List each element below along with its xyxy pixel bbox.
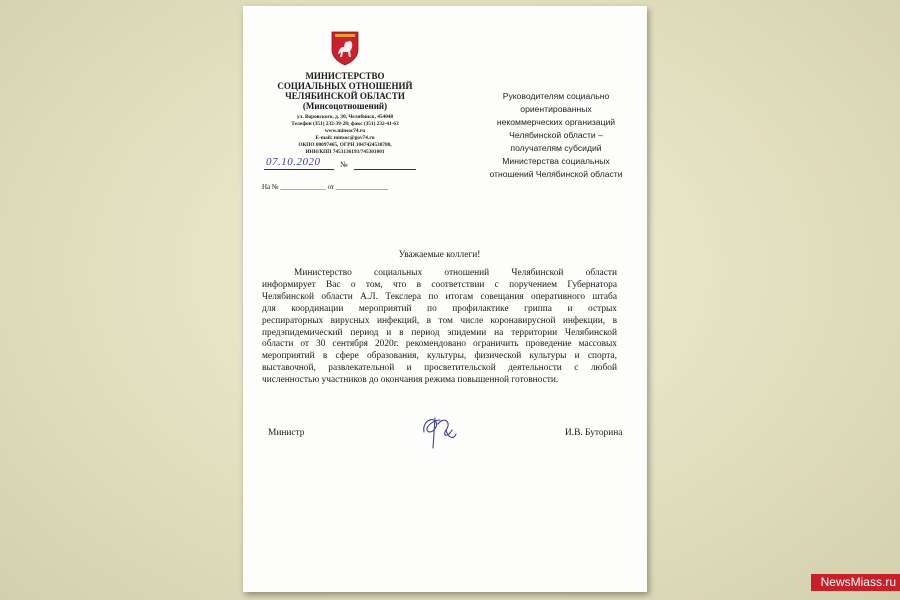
recipient-line: ориентированных [520,104,592,114]
recipient-line: Руководителям социально [502,91,610,101]
recipient-line: отношений Челябинской области [489,169,623,179]
letterhead [260,30,430,156]
reference-line: На № _____________ от _______________ [262,183,389,191]
registration-number-label: № [340,160,348,169]
ministry-name-line: (Минсоцотношений) [302,101,388,111]
recipient-line: Министерства социальных [502,156,610,166]
body-line: Челябинской области А.Л. Текслера по итогам совещания оперативного штаба [262,291,617,302]
registration-line [262,157,417,171]
body-line: информирует Вас о том, что в соответствии с поручением Губернатора [262,279,617,290]
ministry-name-line: МИНИСТЕРСТВО [305,71,385,81]
contact-line: ОКПО 00097465, ОГРН 1047424530780, [298,142,392,148]
handwritten-date: 07.10.2020 [266,156,321,168]
signatory-name: И.В. Буторина [565,428,623,438]
body-line: выставочной, развлекательной и просветительской деятельности с любой [262,363,617,374]
recipient-block [488,90,624,181]
salutation: Уважаемые коллеги! [398,250,481,260]
ministry-contacts [260,114,430,156]
contact-line: E-mail: minsoc@gov74.ru [315,135,375,141]
signatory-title: Министр [268,428,305,438]
body-line: численностью участников до окончания режима повышенной готовности. [262,375,559,386]
site-watermark: NewsMiass.ru [811,574,900,591]
body-line: мероприятий в сфере образования, культуры, физической культуры и спорта, [262,351,617,362]
ministry-name-line: СОЦИАЛЬНЫХ ОТНОШЕНИЙ [277,81,413,91]
letter-body [262,268,617,387]
number-underline [354,169,416,170]
ministry-name-line: ЧЕЛЯБИНСКОЙ ОБЛАСТИ [285,91,405,101]
body-line: респираторных вирусных инфекций, в том числе коронавирусной инфекции, в [262,315,617,326]
body-line: Министерство социальных отношений Челябинской области [294,268,617,278]
handwritten-signature [418,412,460,450]
recipient-line: некоммерческих организаций [496,117,616,127]
date-underline [264,169,334,170]
recipient-line: получателям субсидий [510,143,602,153]
contact-line: Телефон (351) 232-39-28; факс (351) 232-41-63 [291,121,399,127]
body-line: предэпидемический период и в период эпидемии на территории Челябинской [262,327,617,338]
contact-line: ул. Воровского, д. 30, Челябинск, 454048 [296,114,394,120]
contact-line: www.minsoc74.ru [324,128,366,134]
body-line: области от 30 сентября 2020г. рекомендовано ограничить проведение массовых [262,339,617,350]
coat-of-arms-icon [330,30,360,66]
recipient-line: Челябинской области – [509,130,603,140]
ministry-name [260,71,430,111]
contact-line: ИНН/КПП 7453136193/745301001 [305,149,385,155]
body-line: для координации мероприятий по профилактике гриппа и острых [262,303,617,314]
